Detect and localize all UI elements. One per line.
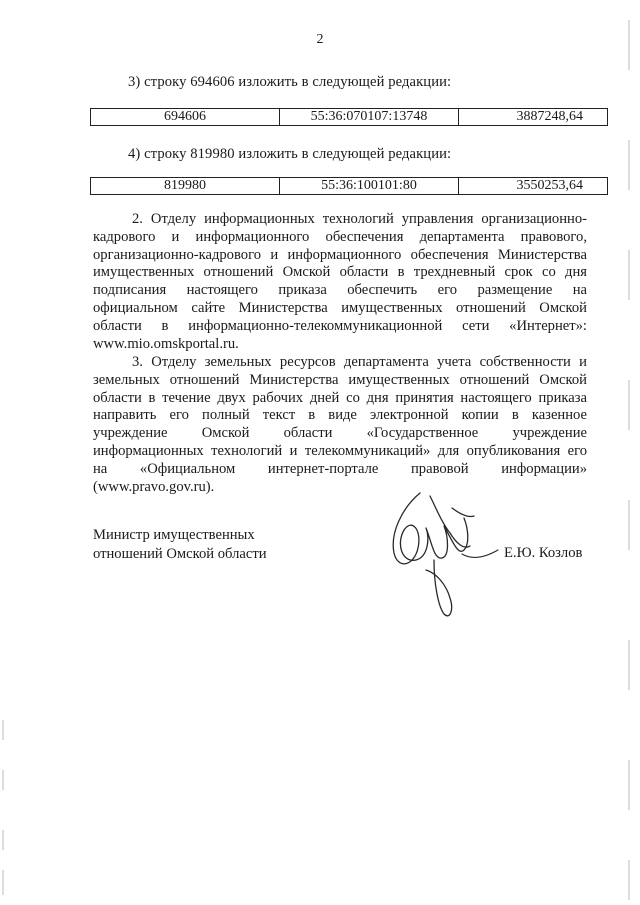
paragraph-line: земельных отношений Министерства имущественных отношений Омской: [93, 371, 587, 388]
table-cell-value: 3550253,64: [459, 178, 608, 195]
signer-title: [93, 526, 267, 564]
paragraph-line: 3. Отделу земельных ресурсов департамента учета собственности и: [132, 354, 587, 370]
table-cell-value: 3887248,64: [459, 109, 608, 126]
signature-graphic: [372, 488, 502, 623]
paragraph-line: информационных технологий и телекоммуникаций» для опубликования его: [93, 442, 587, 459]
paragraph-3: [93, 354, 587, 496]
paragraph-line: области в течение двух рабочих дней со дня принятия настоящего приказа: [93, 389, 587, 406]
scan-edge-left: [2, 0, 4, 905]
item-4-text: 4) строку 819980 изложить в следующей редакции:: [128, 146, 452, 162]
paragraph-line: кадрового и информационного обеспечения департамента правового,: [93, 228, 587, 245]
paragraph-line: области в информационно-телекоммуникационной сети «Интернет»:: [93, 317, 587, 334]
item-3-text: 3) строку 694606 изложить в следующей редакции:: [128, 74, 452, 90]
signer-title-line: отношений Омской области: [93, 546, 267, 562]
paragraph-line: учреждение Омской области «Государственное учреждение: [93, 425, 587, 442]
paragraph-line: направить его полный текст в виде электронной копии в казенное: [93, 407, 587, 424]
scan-edge-right: [628, 0, 630, 905]
page-number: 2: [316, 32, 324, 47]
paragraph-line: подписания настоящего приказа обеспечить его размещение на: [93, 282, 587, 299]
item-4-table: [90, 177, 608, 195]
paragraph-line: www.mio.omskportal.ru.: [93, 335, 239, 352]
paragraph-line: 2. Отделу информационных технологий управления организационно-: [132, 211, 587, 227]
item-3-table: [90, 108, 608, 126]
table-cell-number: 819980: [91, 178, 280, 195]
signer-name: Е.Ю. Козлов: [504, 545, 583, 561]
table-cell-cadastral: 55:36:070107:13748: [280, 109, 459, 126]
paragraph-line: организационно-кадрового и информационного обеспечения Министерства: [93, 246, 587, 263]
paragraph-line: на «Официальном интернет-портале правовой информации»: [93, 460, 587, 477]
table-cell-number: 694606: [91, 109, 280, 126]
signer-title-line: Министр имущественных: [93, 527, 255, 543]
paragraph-line: (www.pravo.gov.ru).: [93, 478, 215, 495]
paragraph-line: официальном сайте Министерства имущественных отношений Омской: [93, 299, 587, 316]
table-row: [91, 178, 608, 195]
table-row: [91, 109, 608, 126]
paragraph-line: имущественных отношений Омской области в трехдневный срок со дня: [93, 264, 587, 281]
paragraph-2: [93, 211, 587, 353]
table-cell-cadastral: 55:36:100101:80: [280, 178, 459, 195]
